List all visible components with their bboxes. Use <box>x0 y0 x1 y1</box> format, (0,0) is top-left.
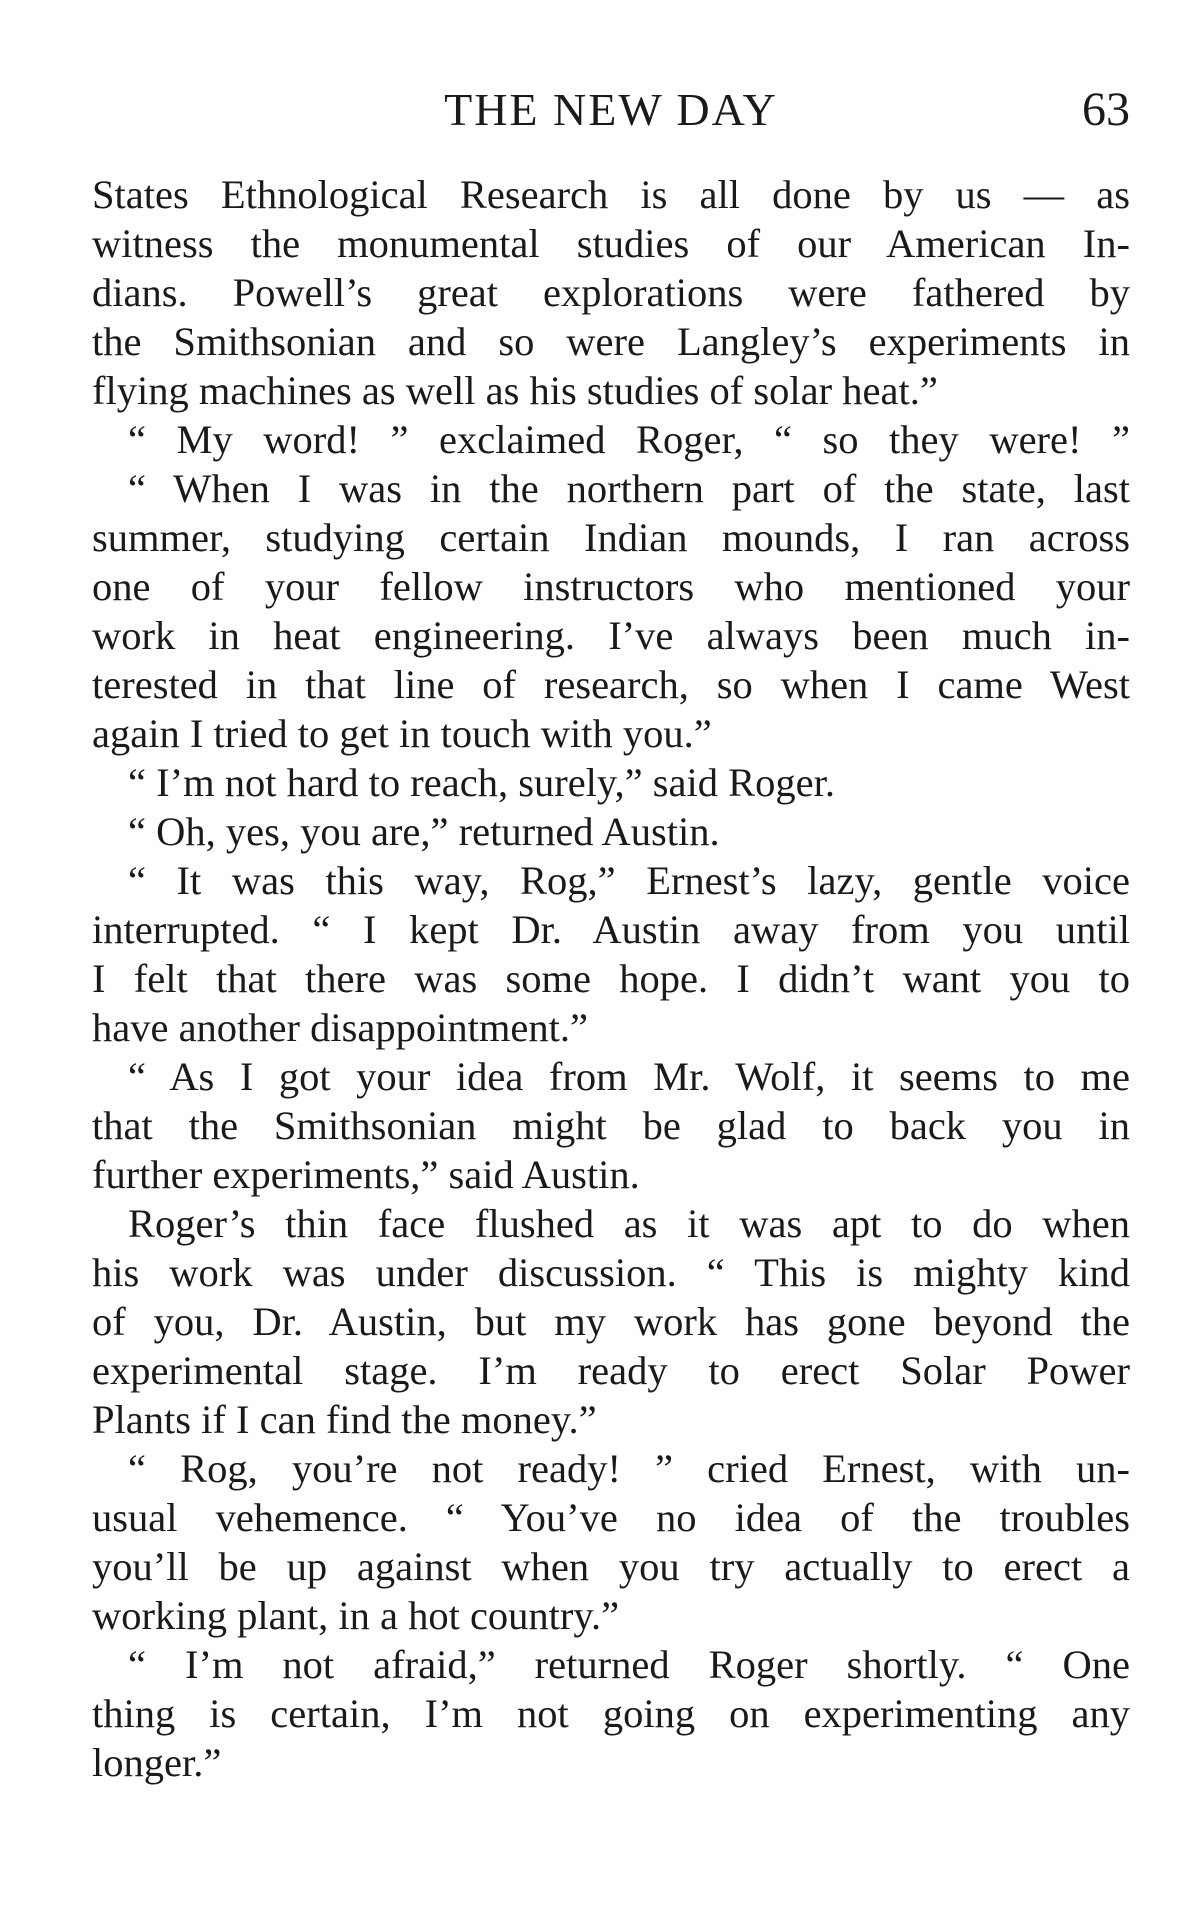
text-line: you’ll be up against when you try actually to erect a <box>92 1544 1130 1589</box>
text-line: of you, Dr. Austin, but my work has gone beyond the <box>92 1299 1130 1344</box>
running-title: THE NEW DAY <box>444 84 778 135</box>
text-line: interrupted. “ I kept Dr. Austin away from you until <box>92 907 1130 952</box>
text-line: his work was under discussion. “ This is mighty kind <box>92 1250 1130 1295</box>
body-text <box>92 170 1130 1787</box>
text-line: “ My word! ” exclaimed Roger, “ so they were! ” <box>128 417 1130 462</box>
text-line: flying machines as well as his studies of solar heat.” <box>92 368 938 413</box>
text-line: have another disappointment.” <box>92 1005 588 1050</box>
text-line: I felt that there was some hope. I didn’t want you to <box>92 956 1130 1001</box>
text-line: thing is certain, I’m not going on experimenting any <box>92 1691 1130 1736</box>
text-line: “ I’m not afraid,” returned Roger shortly. “ One <box>128 1642 1130 1687</box>
text-line: Roger’s thin face flushed as it was apt to do when <box>128 1201 1130 1246</box>
text-line: again I tried to get in touch with you.” <box>92 711 712 756</box>
text-line: longer.” <box>92 1740 222 1785</box>
text-line: “ Oh, yes, you are,” returned Austin. <box>128 809 720 854</box>
text-line: one of your fellow instructors who mentioned your <box>92 564 1130 609</box>
page-number: 63 <box>1082 83 1130 136</box>
text-line: “ As I got your idea from Mr. Wolf, it seems to me <box>128 1054 1130 1099</box>
text-line: work in heat engineering. I’ve always been much in- <box>92 613 1130 658</box>
text-line: experimental stage. I’m ready to erect Solar Power <box>92 1348 1130 1393</box>
text-line: the Smithsonian and so were Langley’s experiments in <box>92 319 1130 364</box>
text-line: that the Smithsonian might be glad to back you in <box>92 1103 1130 1148</box>
text-line: “ It was this way, Rog,” Ernest’s lazy, gentle voice <box>128 858 1130 903</box>
text-line: “ I’m not hard to reach, surely,” said Roger. <box>128 760 836 805</box>
text-line: dians. Powell’s great explorations were fathered by <box>92 270 1130 315</box>
running-head <box>92 80 1130 140</box>
text-line: terested in that line of research, so when I came West <box>92 662 1130 707</box>
text-line: “ Rog, you’re not ready! ” cried Ernest, with un- <box>128 1446 1130 1491</box>
text-line: “ When I was in the northern part of the state, last <box>128 466 1130 511</box>
text-line: summer, studying certain Indian mounds, I ran across <box>92 515 1130 560</box>
text-line: working plant, in a hot country.” <box>92 1593 620 1638</box>
text-line: Plants if I can find the money.” <box>92 1397 597 1442</box>
text-line: witness the monumental studies of our American In- <box>92 221 1130 266</box>
text-line: further experiments,” said Austin. <box>92 1152 640 1197</box>
text-line: States Ethnological Research is all done by us — as <box>92 172 1130 217</box>
text-line: usual vehemence. “ You’ve no idea of the troubles <box>92 1495 1130 1540</box>
